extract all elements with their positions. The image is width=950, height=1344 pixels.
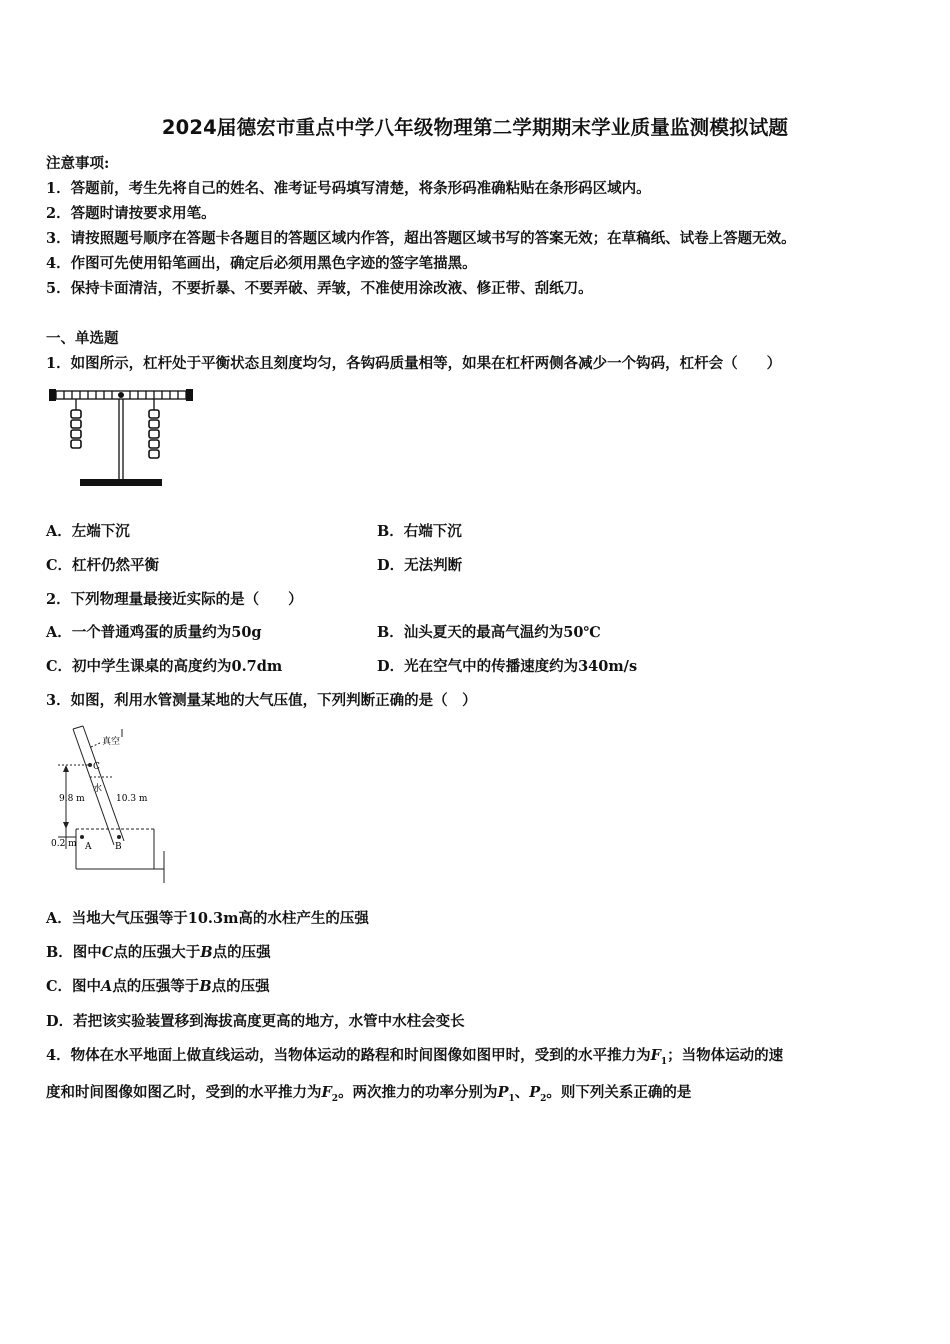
label-water: 水 bbox=[93, 784, 103, 794]
q3-option-d: D．若把该实验装置移到海拔高度更高的地方，水管中水柱会变长 bbox=[46, 1013, 465, 1030]
notice-item-2: 2．答题时请按要求用笔。 bbox=[46, 205, 216, 222]
q1-stem: 1．如图所示，杠杆处于平衡状态且刻度均匀，各钩码质量相等，如果在杠杆两侧各减少一个钩码，杠杆会（ ） bbox=[46, 355, 782, 372]
notice-item-5: 5．保持卡面清洁，不要折暴、不要弄破、弄皱，不准使用涂改液、修正带、刮纸刀。 bbox=[46, 280, 593, 297]
q1-option-a: A．左端下沉 bbox=[46, 523, 130, 540]
notice-heading: 注意事项: bbox=[46, 155, 110, 172]
q3-option-b: B．图中C点的压强大于B点的压强 bbox=[46, 944, 271, 961]
exam-title: 2024届德宏市重点中学八年级物理第二学期期末学业质量监测模拟试题 bbox=[161, 116, 789, 139]
q1-option-c: C．杠杆仍然平衡 bbox=[46, 557, 160, 574]
q2-stem: 2．下列物理量最接近实际的是（ ） bbox=[46, 591, 303, 608]
q4-stem-line-2: 度和时间图像如图乙时，受到的水平推力为$F_2$。两次推力的功率分别为$P_1$、$P_2$。则下列关系正确的是 bbox=[46, 1084, 692, 1104]
lever-figure bbox=[46, 382, 196, 492]
q1-option-b: B．右端下沉 bbox=[377, 523, 462, 540]
q2-option-d: D．光在空气中的传播速度约为340m/s bbox=[377, 658, 638, 675]
q1-option-d: D．无法判断 bbox=[377, 557, 463, 574]
notice-item-4: 4．作图可先使用铅笔画出，确定后必须用黑色字迹的签字笔描黑。 bbox=[46, 255, 477, 272]
q3-option-a: A．当地大气压强等于10.3m高的水柱产生的压强 bbox=[46, 910, 369, 927]
q2-option-a: A．一个普通鸡蛋的质量约为50g bbox=[46, 624, 262, 641]
q3-stem: 3．如图，利用水管测量某地的大气压值，下列判断正确的是（ ） bbox=[46, 692, 477, 709]
q4-stem-line-1: 4．物体在水平地面上做直线运动，当物体运动的路程和时间图像如图甲时，受到的水平推力为$F_1$；当物体运动的速 bbox=[46, 1047, 784, 1067]
label-height-10-3: 10.3 m bbox=[116, 794, 148, 804]
water-tube-figure bbox=[46, 717, 168, 885]
label-point-b: B bbox=[115, 842, 122, 852]
label-vacuum: 真空 bbox=[102, 737, 121, 747]
q2-option-c: C．初中学生课桌的高度约为0.7dm bbox=[46, 658, 283, 675]
label-point-c: C bbox=[93, 762, 100, 772]
q2-option-b: B．汕头夏天的最高气温约为50℃ bbox=[377, 624, 601, 641]
notice-item-1: 1．答题前，考生先将自己的姓名、准考证号码填写清楚，将条形码准确粘贴在条形码区域内。 bbox=[46, 180, 651, 197]
section-heading: 一、单选题 bbox=[46, 330, 119, 347]
label-point-a: A bbox=[85, 842, 92, 852]
label-height-9-8: 9.8 m bbox=[59, 794, 85, 804]
notice-item-3: 3．请按照题号顺序在答题卡各题目的答题区域内作答，超出答题区域书写的答案无效；在草稿纸、试卷上答题无效。 bbox=[46, 230, 796, 247]
label-height-0-2: 0.2 m bbox=[51, 839, 77, 849]
q3-option-c: C．图中A点的压强等于B点的压强 bbox=[46, 978, 270, 995]
